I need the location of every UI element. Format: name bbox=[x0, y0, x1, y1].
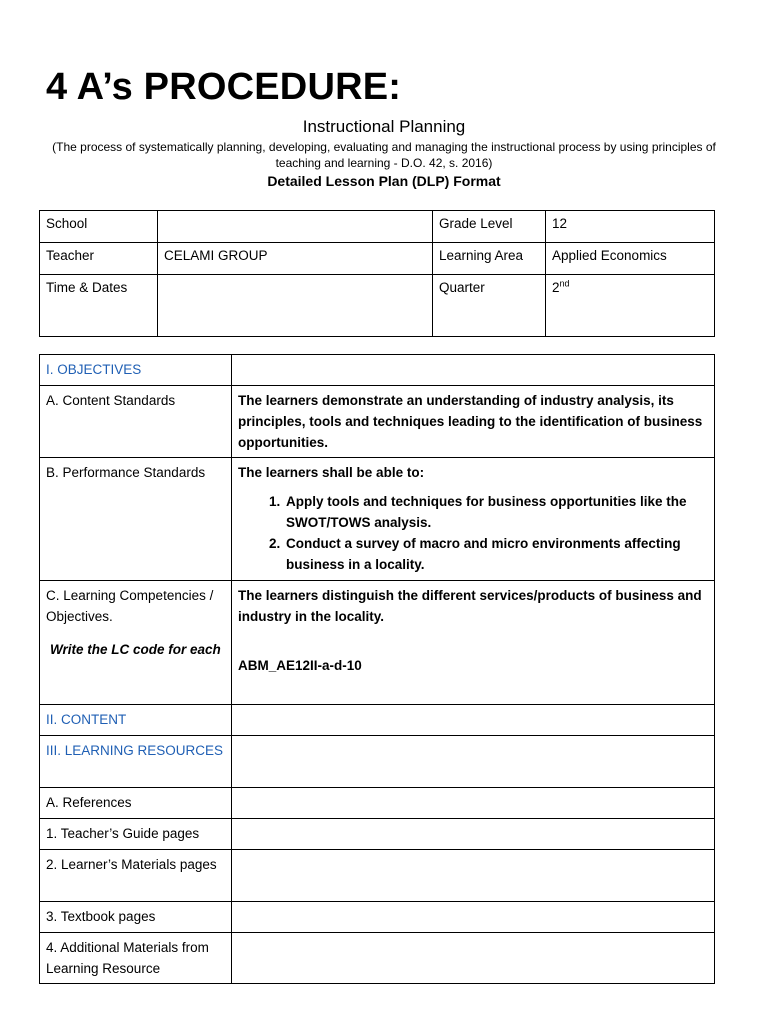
textbook-value bbox=[232, 902, 715, 933]
competencies-code: ABM_AE12II-a-d-10 bbox=[238, 658, 362, 673]
grade-level-label: Grade Level bbox=[433, 211, 546, 243]
time-dates-label: Time & Dates bbox=[40, 275, 158, 337]
competencies-label: C. Learning Competencies / Objectives. bbox=[46, 588, 214, 624]
content-standards-label: A. Content Standards bbox=[40, 386, 232, 458]
learning-area-label: Learning Area bbox=[433, 243, 546, 275]
table-row bbox=[40, 705, 715, 736]
performance-standards-cell bbox=[232, 458, 715, 581]
teacher-value: CELAMI GROUP bbox=[158, 243, 433, 275]
learning-resources-header: III. LEARNING RESOURCES bbox=[40, 736, 232, 788]
competencies-text: The learners distinguish the different services/products of business and industry in the locality. bbox=[238, 588, 702, 624]
textbook-label: 3. Textbook pages bbox=[40, 902, 232, 933]
learners-materials-value bbox=[232, 850, 715, 902]
table-row bbox=[40, 275, 715, 337]
school-label: School bbox=[40, 211, 158, 243]
teacher-label: Teacher bbox=[40, 243, 158, 275]
table-row bbox=[40, 933, 715, 984]
objectives-value bbox=[232, 355, 715, 386]
list-item: 2. Conduct a survey of macro and micro environments affecting business in a locality. bbox=[284, 533, 708, 575]
additional-materials-label: 4. Additional Materials from Learning Resource bbox=[40, 933, 232, 984]
learning-area-value: Applied Economics bbox=[546, 243, 715, 275]
table-row bbox=[40, 243, 715, 275]
learners-materials-label: 2. Learner’s Materials pages bbox=[40, 850, 232, 902]
additional-materials-value bbox=[232, 933, 715, 984]
table-row bbox=[40, 819, 715, 850]
lesson-plan-table bbox=[39, 354, 715, 984]
competencies-note: Write the LC code for each bbox=[50, 642, 221, 657]
performance-intro: The learners shall be able to: bbox=[238, 465, 425, 480]
table-row bbox=[40, 581, 715, 705]
references-label: A. References bbox=[40, 788, 232, 819]
table-row bbox=[40, 211, 715, 243]
table-row bbox=[40, 355, 715, 386]
content-value bbox=[232, 705, 715, 736]
learning-resources-value bbox=[232, 736, 715, 788]
table-row bbox=[40, 386, 715, 458]
table-row bbox=[40, 902, 715, 933]
content-standards-text: The learners demonstrate an understanding of industry analysis, its principles, tools and techniques leading to the identification of business opportunities. bbox=[232, 386, 715, 458]
performance-standards-label: B. Performance Standards bbox=[40, 458, 232, 581]
competencies-label-cell bbox=[40, 581, 232, 705]
teachers-guide-label: 1. Teacher’s Guide pages bbox=[40, 819, 232, 850]
quarter-value bbox=[546, 275, 715, 337]
performance-list bbox=[238, 491, 708, 575]
grade-level-value: 12 bbox=[546, 211, 715, 243]
objectives-header: I. OBJECTIVES bbox=[40, 355, 232, 386]
content-header: II. CONTENT bbox=[40, 705, 232, 736]
table-row bbox=[40, 850, 715, 902]
quarter-number: 2 bbox=[552, 280, 560, 295]
page-title: 4 A’s PROCEDURE: bbox=[46, 66, 402, 108]
table-row bbox=[40, 458, 715, 581]
table-row bbox=[40, 788, 715, 819]
table-row bbox=[40, 736, 715, 788]
time-dates-value bbox=[158, 275, 433, 337]
quarter-suffix: nd bbox=[559, 278, 570, 289]
info-table bbox=[39, 210, 715, 337]
school-value bbox=[158, 211, 433, 243]
references-value bbox=[232, 788, 715, 819]
section-heading: Instructional Planning bbox=[302, 117, 466, 136]
teachers-guide-value bbox=[232, 819, 715, 850]
quarter-label: Quarter bbox=[433, 275, 546, 337]
competencies-cell bbox=[232, 581, 715, 705]
description: (The process of systematically planning, developing, evaluating and managing the instructional process by using principles of teaching and learning - D.O. 42, s. 2016) bbox=[52, 140, 716, 170]
format-heading: Detailed Lesson Plan (DLP) Format bbox=[267, 173, 501, 189]
list-item: 1. Apply tools and techniques for business opportunities like the SWOT/TOWS analysis. bbox=[284, 491, 708, 533]
